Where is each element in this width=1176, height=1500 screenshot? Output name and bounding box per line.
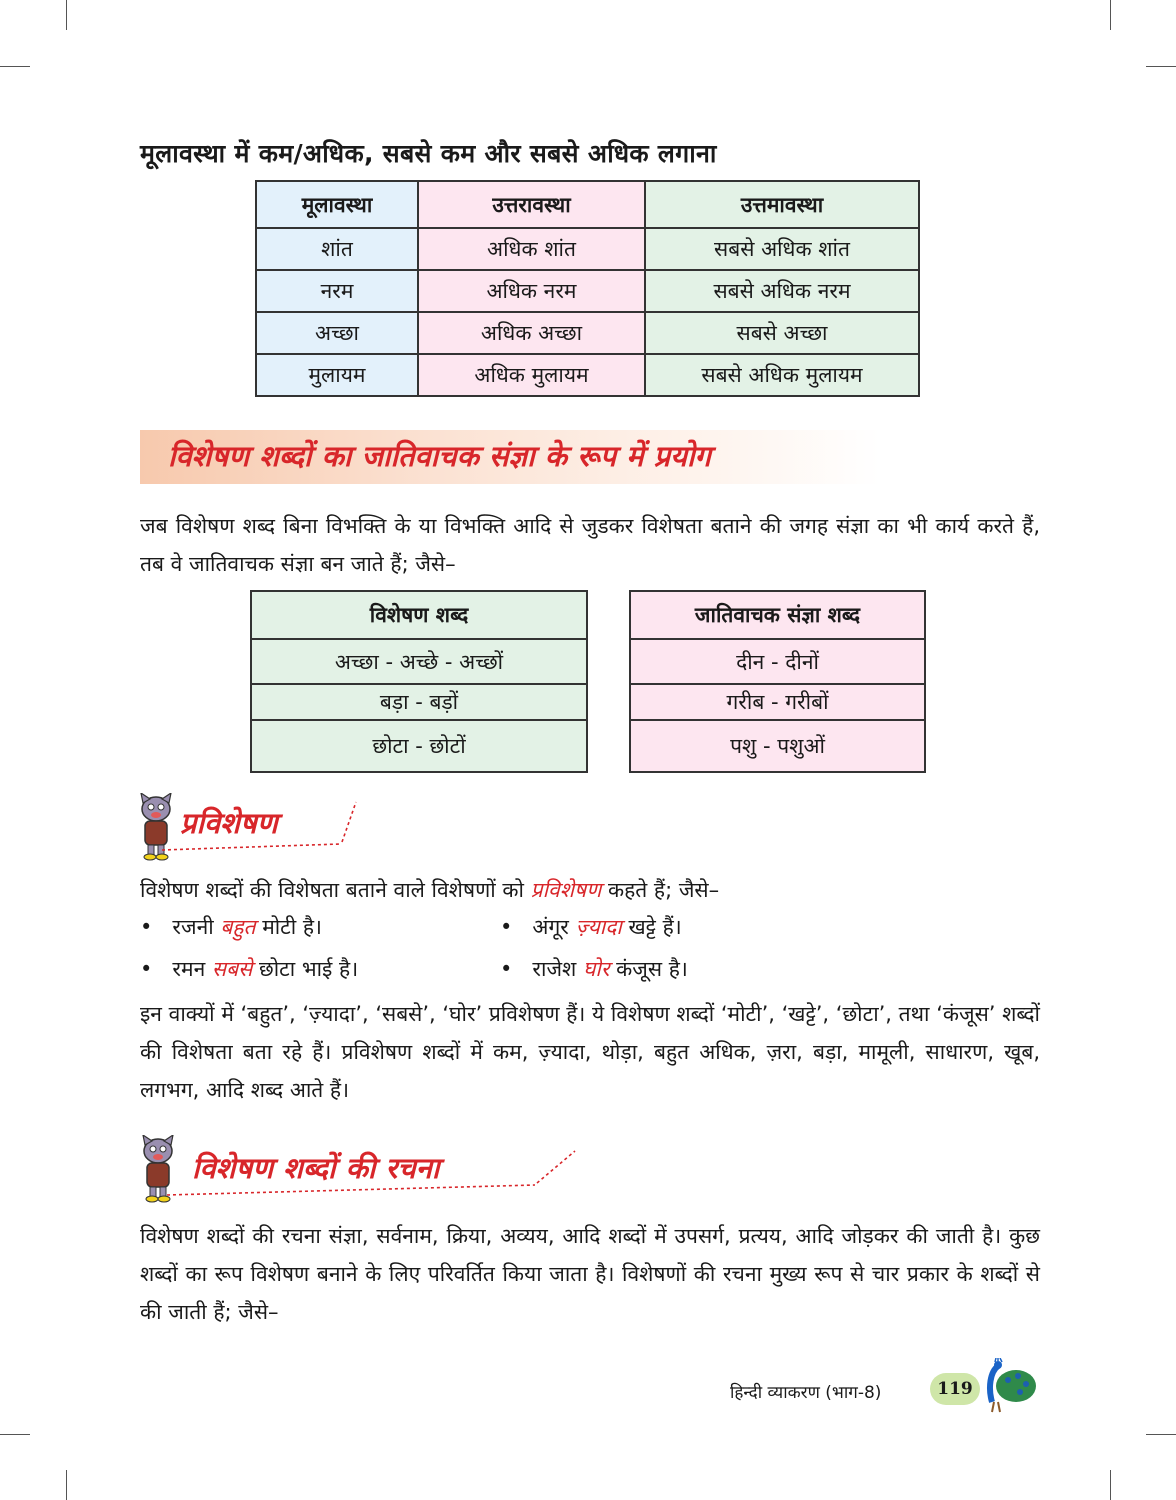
table-cell: सबसे अच्छा <box>645 312 919 354</box>
example-bullet: • रमन सबसे छोटा भाई है। <box>140 957 359 981</box>
table-cell: मुलायम <box>256 354 418 396</box>
crop-mark <box>1146 1434 1176 1435</box>
table-row <box>256 354 919 396</box>
degree-table <box>255 180 920 397</box>
peacock-icon <box>978 1358 1038 1414</box>
paragraph: जब विशेषण शब्द बिना विभक्ति के या विभक्ति आदि से जुडकर विशेषता बताने की जगह संज्ञा का भी कार्य करते हैं, तब वे जातिवाचक संज्ञा बन जाते हैं; जैसे– <box>140 514 1040 576</box>
table-header: विशेषण शब्द <box>251 591 587 639</box>
intro-text: कहते हैं; जैसे– <box>608 878 720 902</box>
highlight-word: बहुत <box>220 915 256 939</box>
example-bullet: • अंगूर ज़्यादा खट्टे हैं। <box>500 915 682 939</box>
table-cell: अधिक शांत <box>418 228 645 270</box>
table-row <box>251 720 587 772</box>
intro-text: विशेषण शब्दों की विशेषता बताने वाले विशेषणों को <box>140 878 524 902</box>
highlight-term: प्रविशेषण <box>530 878 602 902</box>
table-row <box>251 639 587 684</box>
crop-mark <box>66 1470 67 1500</box>
table-cell: पशु - पशुओं <box>630 720 925 772</box>
table-cell: सबसे अधिक मुलायम <box>645 354 919 396</box>
table-cell: अच्छा - अच्छे - अच्छों <box>251 639 587 684</box>
crop-mark <box>1110 1470 1111 1500</box>
paragraph: इन वाक्यों में ‘बहुत’, ‘ज़्यादा’, ‘सबसे’, ‘घोर’ प्रविशेषण हैं। ये विशेषण शब्दों ‘मोटी’, ‘खट्टे’, ‘छोटा’, तथा ‘कंजूस’ शब्दों की विशेषता बता रहे हैं। प्रविशेषण शब्दों में कम, ज़्यादा, थोड़ा, बहुत अधिक, ज़रा, बड़ा, मामूली, साधारण, खूब, लगभग, आदि शब्द आते हैं। <box>140 1002 1040 1102</box>
adjective-table <box>250 590 588 773</box>
crop-mark <box>0 66 30 67</box>
page-number: 119 <box>930 1373 980 1405</box>
crop-mark <box>1146 66 1176 67</box>
section-title: विशेषण शब्दों का जातिवाचक संज्ञा के रूप में प्रयोग <box>168 439 711 473</box>
section-title: प्रविशेषण <box>180 806 278 840</box>
crop-mark <box>66 0 67 30</box>
example-bullet: • राजेश घोर कंजूस है। <box>500 957 688 981</box>
table-cell: बड़ा - बड़ों <box>251 684 587 720</box>
paragraph: विशेषण शब्दों की रचना संज्ञा, सर्वनाम, क्रिया, अव्यय, आदि शब्दों में उपसर्ग, प्रत्यय, आदि जोड़कर की जाती है। कुछ शब्दों का रूप विशेषण बनाने के लिए परिवर्तित किया जाता है। विशेषणों की रचना मुख्य रूप से चार प्रकार के शब्दों से की जाती हैं; जैसे– <box>140 1224 1040 1324</box>
table-row <box>630 720 925 772</box>
table-header: उत्तरावस्था <box>418 181 645 228</box>
table-cell: अधिक अच्छा <box>418 312 645 354</box>
table-row <box>630 639 925 684</box>
table-header-row <box>630 591 925 639</box>
highlight-word: ज़्यादा <box>575 915 622 939</box>
section-title: विशेषण शब्दों की रचना <box>192 1151 440 1185</box>
table-cell: अधिक नरम <box>418 270 645 312</box>
table-cell: गरीब - गरीबों <box>630 684 925 720</box>
table-header: मूलावस्था <box>256 181 418 228</box>
table-header: जातिवाचक संज्ञा शब्द <box>630 591 925 639</box>
table-cell: सबसे अधिक नरम <box>645 270 919 312</box>
table-header: उत्तमावस्था <box>645 181 919 228</box>
common-noun-table <box>629 590 926 773</box>
title-underline-decoration <box>165 1145 585 1205</box>
table-header-row <box>256 181 919 228</box>
table-cell: शांत <box>256 228 418 270</box>
table-cell: छोटा - छोटों <box>251 720 587 772</box>
table-header-row <box>251 591 587 639</box>
book-title: हिन्दी व्याकरण (भाग-8) <box>730 1383 882 1403</box>
table-cell: सबसे अधिक शांत <box>645 228 919 270</box>
crop-mark <box>0 1434 30 1435</box>
example-bullet: • रजनी बहुत मोटी है। <box>140 915 322 939</box>
paragraph <box>140 871 1040 909</box>
section-heading: मूलावस्था में कम/अधिक, सबसे कम और सबसे अधिक लगाना <box>140 139 717 168</box>
crop-mark <box>1110 0 1111 30</box>
table-row <box>630 684 925 720</box>
highlight-word: सबसे <box>211 957 253 981</box>
table-cell: अच्छा <box>256 312 418 354</box>
table-row <box>256 228 919 270</box>
highlight-word: घोर <box>583 957 610 981</box>
table-row <box>256 270 919 312</box>
table-row <box>251 684 587 720</box>
table-cell: अधिक मुलायम <box>418 354 645 396</box>
table-row <box>256 312 919 354</box>
title-underline-decoration <box>160 798 360 858</box>
table-cell: दीन - दीनों <box>630 639 925 684</box>
table-cell: नरम <box>256 270 418 312</box>
